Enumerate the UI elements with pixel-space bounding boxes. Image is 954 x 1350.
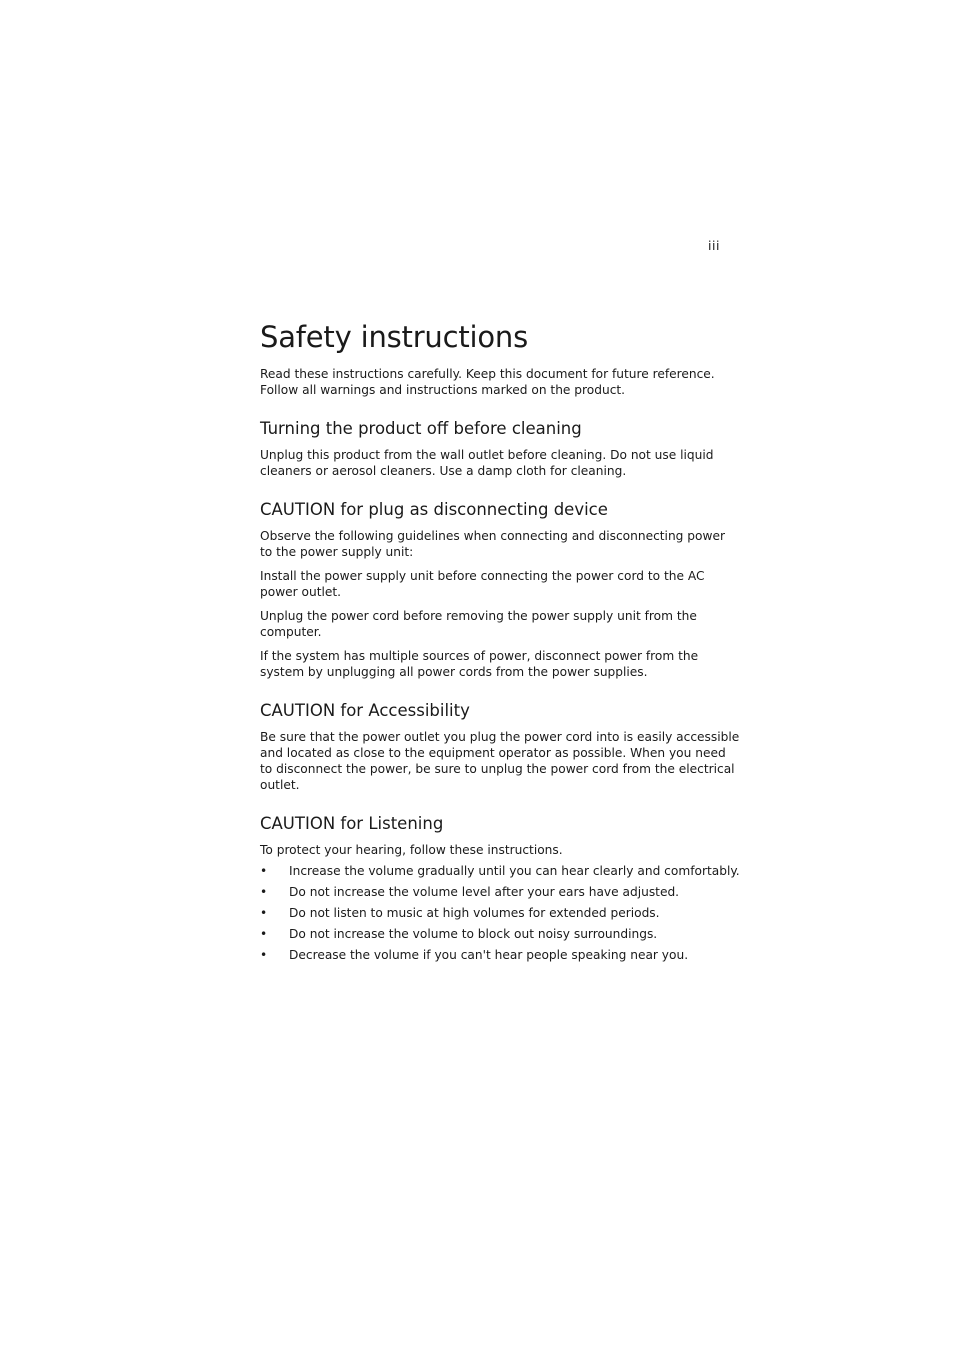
list-item: [260, 926, 740, 942]
intro-line: Follow all warnings and instructions marked on the product.: [260, 383, 626, 397]
section-plug-disconnect: [260, 499, 740, 680]
section-listening: [260, 813, 740, 963]
intro-line: Read these instructions carefully. Keep this document for future reference.: [260, 367, 715, 381]
bullet-icon: •: [260, 927, 268, 941]
list-item-text: Do not listen to music at high volumes for extended periods.: [289, 906, 660, 920]
list-item: [260, 905, 740, 921]
list-item: [260, 884, 740, 900]
bullet-list: [260, 863, 740, 963]
list-item-text: Do not increase the volume to block out noisy surroundings.: [289, 927, 658, 941]
section-heading: CAUTION for Listening: [260, 814, 444, 833]
section-paragraph: Install the power supply unit before connecting the power cord to the AC power outlet.: [260, 569, 705, 599]
list-item-text: Do not increase the volume level after your ears have adjusted.: [289, 885, 680, 899]
section-accessibility: [260, 700, 740, 793]
section-paragraph: If the system has multiple sources of power, disconnect power from the system by unplugging all power cords from the power supplies.: [260, 649, 699, 679]
section-heading: CAUTION for plug as disconnecting device: [260, 500, 608, 519]
section-heading: Turning the product off before cleaning: [260, 419, 582, 438]
list-item-text: Increase the volume gradually until you can hear clearly and comfortably.: [289, 864, 740, 878]
section-paragraph: Observe the following guidelines when connecting and disconnecting power to the power supply unit:: [260, 529, 725, 559]
bullet-icon: •: [260, 885, 268, 899]
page-title: Safety instructions: [260, 320, 529, 354]
list-item: [260, 863, 740, 879]
section-heading: CAUTION for Accessibility: [260, 701, 470, 720]
page-number: iii: [708, 238, 720, 253]
intro-paragraph: [260, 366, 740, 398]
section-cleaning: [260, 418, 740, 479]
section-paragraph: Be sure that the power outlet you plug the power cord into is easily accessible and located as close to the equipment operator as possible. When you need to disconnect the power, be sure to unplug the power cord from the electrical outlet.: [260, 730, 740, 792]
document-body: [260, 318, 740, 968]
list-item: [260, 947, 740, 963]
section-paragraph: Unplug the power cord before removing the power supply unit from the computer.: [260, 609, 697, 639]
bullet-icon: •: [260, 948, 268, 962]
bullet-icon: •: [260, 906, 268, 920]
section-paragraph: Unplug this product from the wall outlet before cleaning. Do not use liquid cleaners or aerosol cleaners. Use a damp cloth for cleaning.: [260, 448, 714, 478]
section-paragraph: To protect your hearing, follow these instructions.: [260, 843, 563, 857]
bullet-icon: •: [260, 864, 268, 878]
list-item-text: Decrease the volume if you can't hear people speaking near you.: [289, 948, 689, 962]
